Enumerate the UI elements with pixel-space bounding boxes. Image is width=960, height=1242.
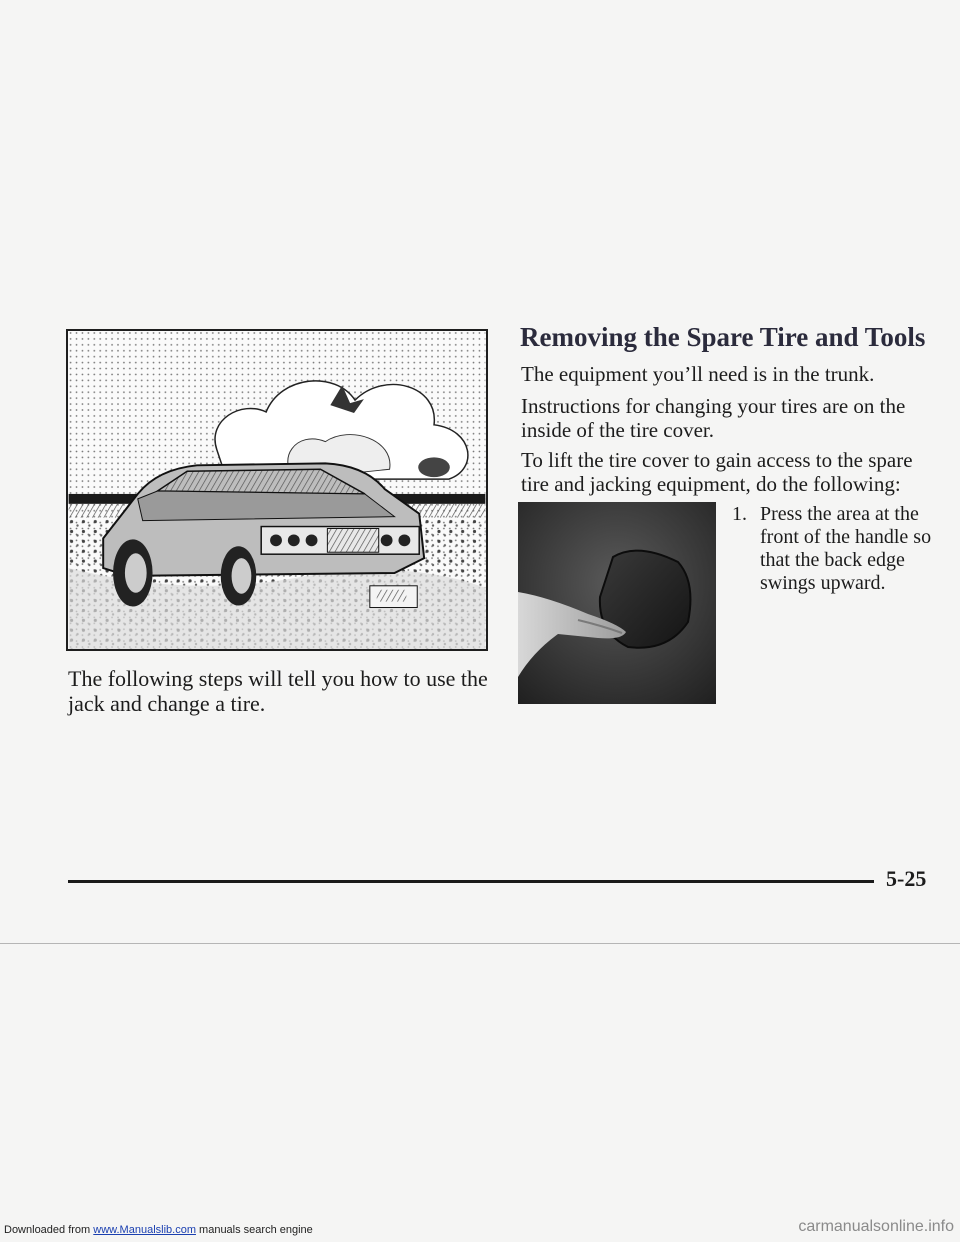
page-number: 5-25 <box>886 866 927 891</box>
illustration-caption: The following steps will tell you how to use the jack and change a tire. <box>68 666 488 716</box>
download-footer <box>4 1224 313 1236</box>
footer-suffix: manuals search engine <box>195 1224 313 1236</box>
step-number: 1. <box>732 503 747 525</box>
paragraph-instructions: Instructions for changing your tires are on the inside of the tire cover. <box>521 394 906 442</box>
step-text: Press the area at the front of the handle so that the back edge swings upward. <box>760 503 932 594</box>
manualslib-link[interactable]: www.Manualslib.com <box>93 1224 196 1236</box>
footer-rule <box>68 880 874 883</box>
paragraph-equipment: The equipment you’ll need is in the trunk. <box>521 362 875 386</box>
car-illustration <box>66 329 488 651</box>
scan-edge-line <box>0 943 960 944</box>
watermark: carmanualsonline.info <box>798 1218 954 1235</box>
footer-prefix: Downloaded from <box>4 1224 94 1236</box>
paragraph-lift-cover: To lift the tire cover to gain access to the spare tire and jacking equipment, do the following: <box>521 448 913 496</box>
tire-cover-photo <box>518 502 716 704</box>
section-heading: Removing the Spare Tire and Tools <box>520 322 926 352</box>
